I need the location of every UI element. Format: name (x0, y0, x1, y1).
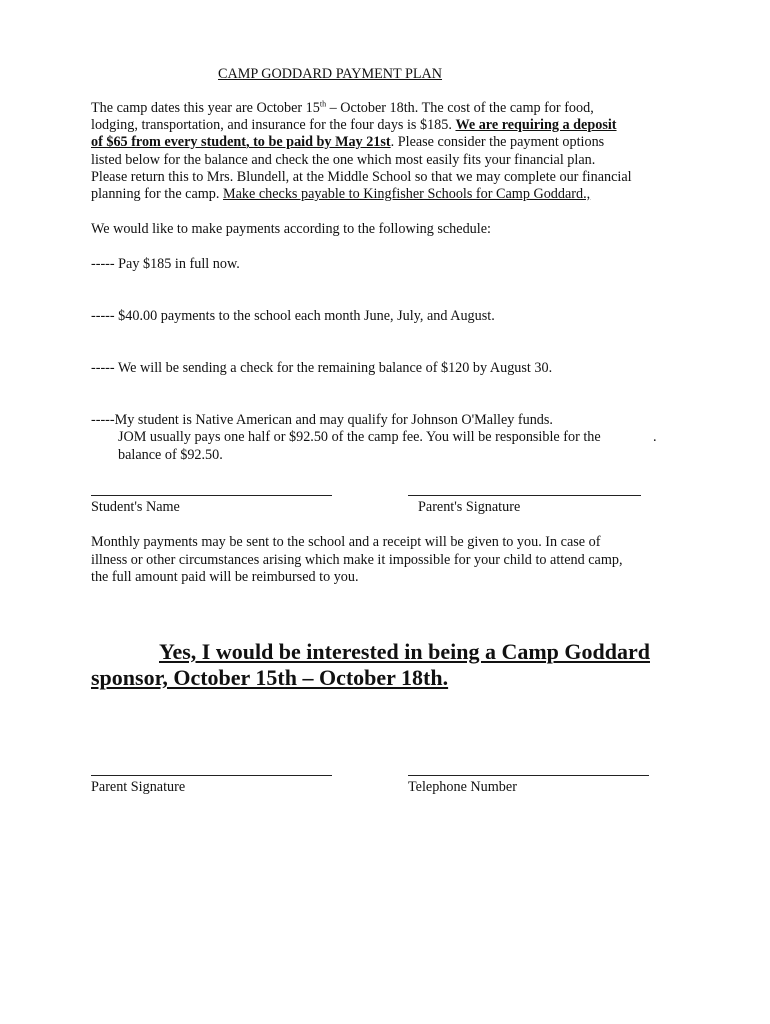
parent-signature-label-2: Parent Signature (91, 779, 186, 795)
sponsor-text-1: Yes, I would be interested in being a Camp Goddard (159, 639, 650, 664)
option-jom-line-1: -----My student is Native American and may qualify for Johnson O'Malley funds. (91, 412, 553, 428)
sponsor-line-2: sponsor, October 15th – October 18th. (91, 665, 449, 690)
monthly-line-2: illness or other circumstances arising which make it impossible for your child to attend camp, (91, 552, 623, 568)
intro-line-3 (91, 134, 604, 151)
option-jom-line-3: balance of $92.50. (118, 447, 223, 463)
intro-line-4: listed below for the balance and check the one which most easily fits your financial plan. (91, 152, 596, 168)
intro-line-2 (91, 117, 617, 134)
deposit-requirement-a: We are requiring a deposit (455, 117, 617, 133)
schedule-intro: We would like to make payments according to the following schedule: (91, 221, 491, 237)
parent-signature-label: Parent's Signature (418, 499, 521, 515)
monthly-line-3: the full amount paid will be reimbursed to you. (91, 569, 359, 585)
deposit-due-date: to be paid by May 21st (253, 134, 391, 150)
option-jom-line-2: JOM usually pays one half or $92.50 of the camp fee. You will be responsible for the (118, 429, 601, 445)
intro-line-5: Please return this to Mrs. Blundell, at the Middle School so that we may complete our financial (91, 169, 632, 185)
option-jom-dot: . (653, 429, 657, 445)
intro-line-1 (91, 100, 594, 117)
document-title: CAMP GODDARD PAYMENT PLAN (218, 66, 443, 82)
parent-signature-line[interactable] (408, 495, 641, 496)
student-name-line[interactable] (91, 495, 332, 496)
option-remaining-balance: ----- We will be sending a check for the remaining balance of $120 by August 30. (91, 360, 553, 376)
option-pay-full: ----- Pay $185 in full now. (91, 256, 240, 272)
sponsor-line-1 (91, 639, 650, 665)
intro-line-6 (91, 186, 590, 203)
deposit-comma: , (245, 134, 254, 150)
telephone-number-label: Telephone Number (408, 779, 517, 795)
intro-superscript: th (319, 99, 327, 109)
intro-line-1a: The camp dates this year are October 15 (91, 100, 320, 116)
intro-line-1b: – October 18th. The cost of the camp for food, (326, 100, 594, 116)
sponsor-blank[interactable] (91, 639, 159, 665)
telephone-number-line[interactable] (408, 775, 649, 776)
intro-line-2a: lodging, transportation, and insurance for the four days is $185. (91, 117, 456, 133)
option-monthly: ----- $40.00 payments to the school each month June, July, and August. (91, 308, 495, 324)
student-name-label: Student's Name (91, 499, 180, 515)
intro-line-6a: planning for the camp. (91, 186, 223, 202)
checks-payable-note: Make checks payable to Kingfisher Schools for Camp Goddard., (222, 186, 591, 202)
deposit-requirement-b: of $65 from every student (91, 134, 246, 150)
parent-signature-line-2[interactable] (91, 775, 332, 776)
monthly-line-1: Monthly payments may be sent to the school and a receipt will be given to you. In case of (91, 534, 601, 550)
intro-line-3d: . Please consider the payment options (390, 134, 605, 150)
